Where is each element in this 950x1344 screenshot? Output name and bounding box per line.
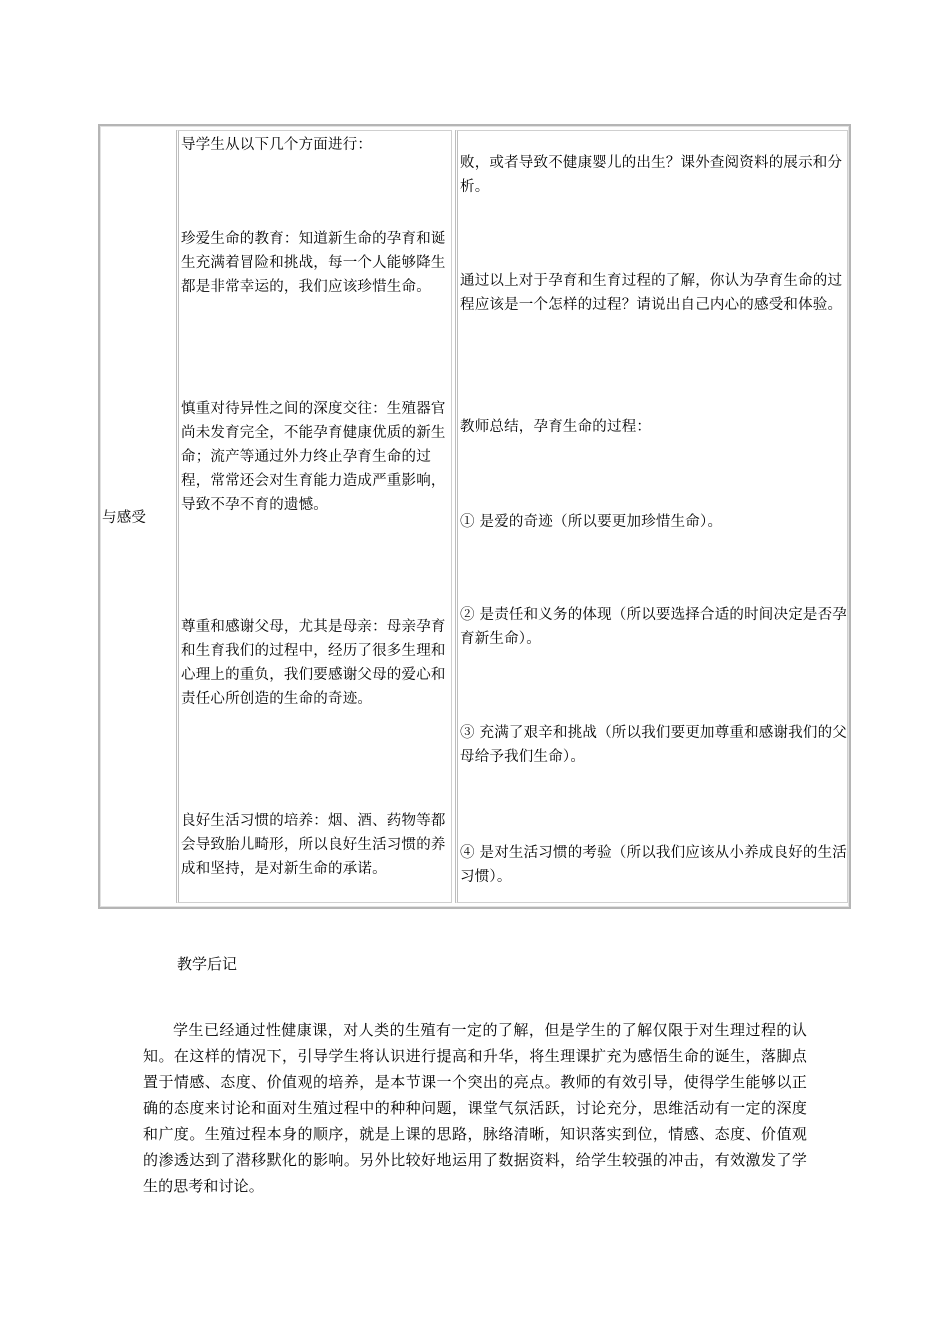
activity-research: 败，或者导致不健康婴儿的出生？课外查阅资料的展示和分析。: [460, 155, 843, 195]
guidance-cherish-life: 珍爱生命的教育：知道新生命的孕育和诞生充满着冒险和挑战，每一个人能够降生都是非常幸运的，我们应该珍惜生命。: [181, 231, 446, 295]
teacher-summary: 教师总结，孕育生命的过程：: [460, 419, 652, 435]
guidance-respect-parents: 尊重和感谢父母，尤其是母亲：母亲孕育和生育我们的过程中，经历了很多生理和心理上的重负，我们要感谢父母的爱心和责任心所创造的生命的奇迹。: [181, 619, 446, 707]
guidance-good-habits: 良好生活习惯的培养：烟、酒、药物等都会导致胎儿畸形，所以良好生活习惯的养成和坚持，是对新生命的承诺。: [181, 813, 446, 877]
guidance-careful-relations: 慎重对待异性之间的深度交往：生殖器官尚未发育完全，不能孕育健康优质的新生命；流产等通过外力终止孕育生命的过程，常常还会对生育能力造成严重影响，导致不孕不育的遗憾。: [181, 401, 446, 513]
summary-point-3: ③ 充满了艰辛和挑战（所以我们要更加尊重和感谢我们的父母给予我们生命）。: [460, 725, 848, 765]
lesson-table: [98, 124, 851, 909]
summary-point-4: ④ 是对生活习惯的考验（所以我们应该从小养成良好的生活习惯）。: [460, 845, 848, 885]
stage-cell: [102, 130, 172, 903]
activity-reflection: 通过以上对于孕育和生育过程的了解，你认为孕育生命的过程应该是一个怎样的过程？请说出自己内心的感受和体验。: [460, 273, 843, 313]
stage-label: 与感受: [102, 510, 147, 526]
teacher-guidance-cell: [176, 130, 452, 903]
summary-point-1: ① 是爱的奇迹（所以要更加珍惜生命）。: [460, 514, 723, 530]
postscript-heading: 教学后记: [177, 955, 238, 973]
summary-point-2: ② 是责任和义务的体现（所以要选择合适的时间决定是否孕育新生命）。: [460, 607, 848, 647]
guidance-intro: 导学生从以下几个方面进行：: [181, 137, 373, 153]
postscript-paragraph: 学生已经通过性健康课，对人类的生殖有一定的了解，但是学生的了解仅限于对生理过程的认知。在这样的情况下，引导学生将认识进行提高和升华，将生理课扩充为感悟生命的诞生，落脚点置于情感、态度、价值观的培养，是本节课一个突出的亮点。教师的有效引导，使得学生能够以正确的态度来讨论和面对生殖过程中的种种问题，课堂气氛活跃，讨论充分，思维活动有一定的深度和广度。生殖过程本身的顺序，就是上课的思路，脉络清晰，知识落实到位，情感、态度、价值观的渗透达到了潜移默化的影响。另外比较好地运用了数据资料，给学生较强的冲击，有效激发了学生的思考和讨论。: [143, 1021, 807, 1195]
student-activity-cell: [455, 130, 848, 903]
